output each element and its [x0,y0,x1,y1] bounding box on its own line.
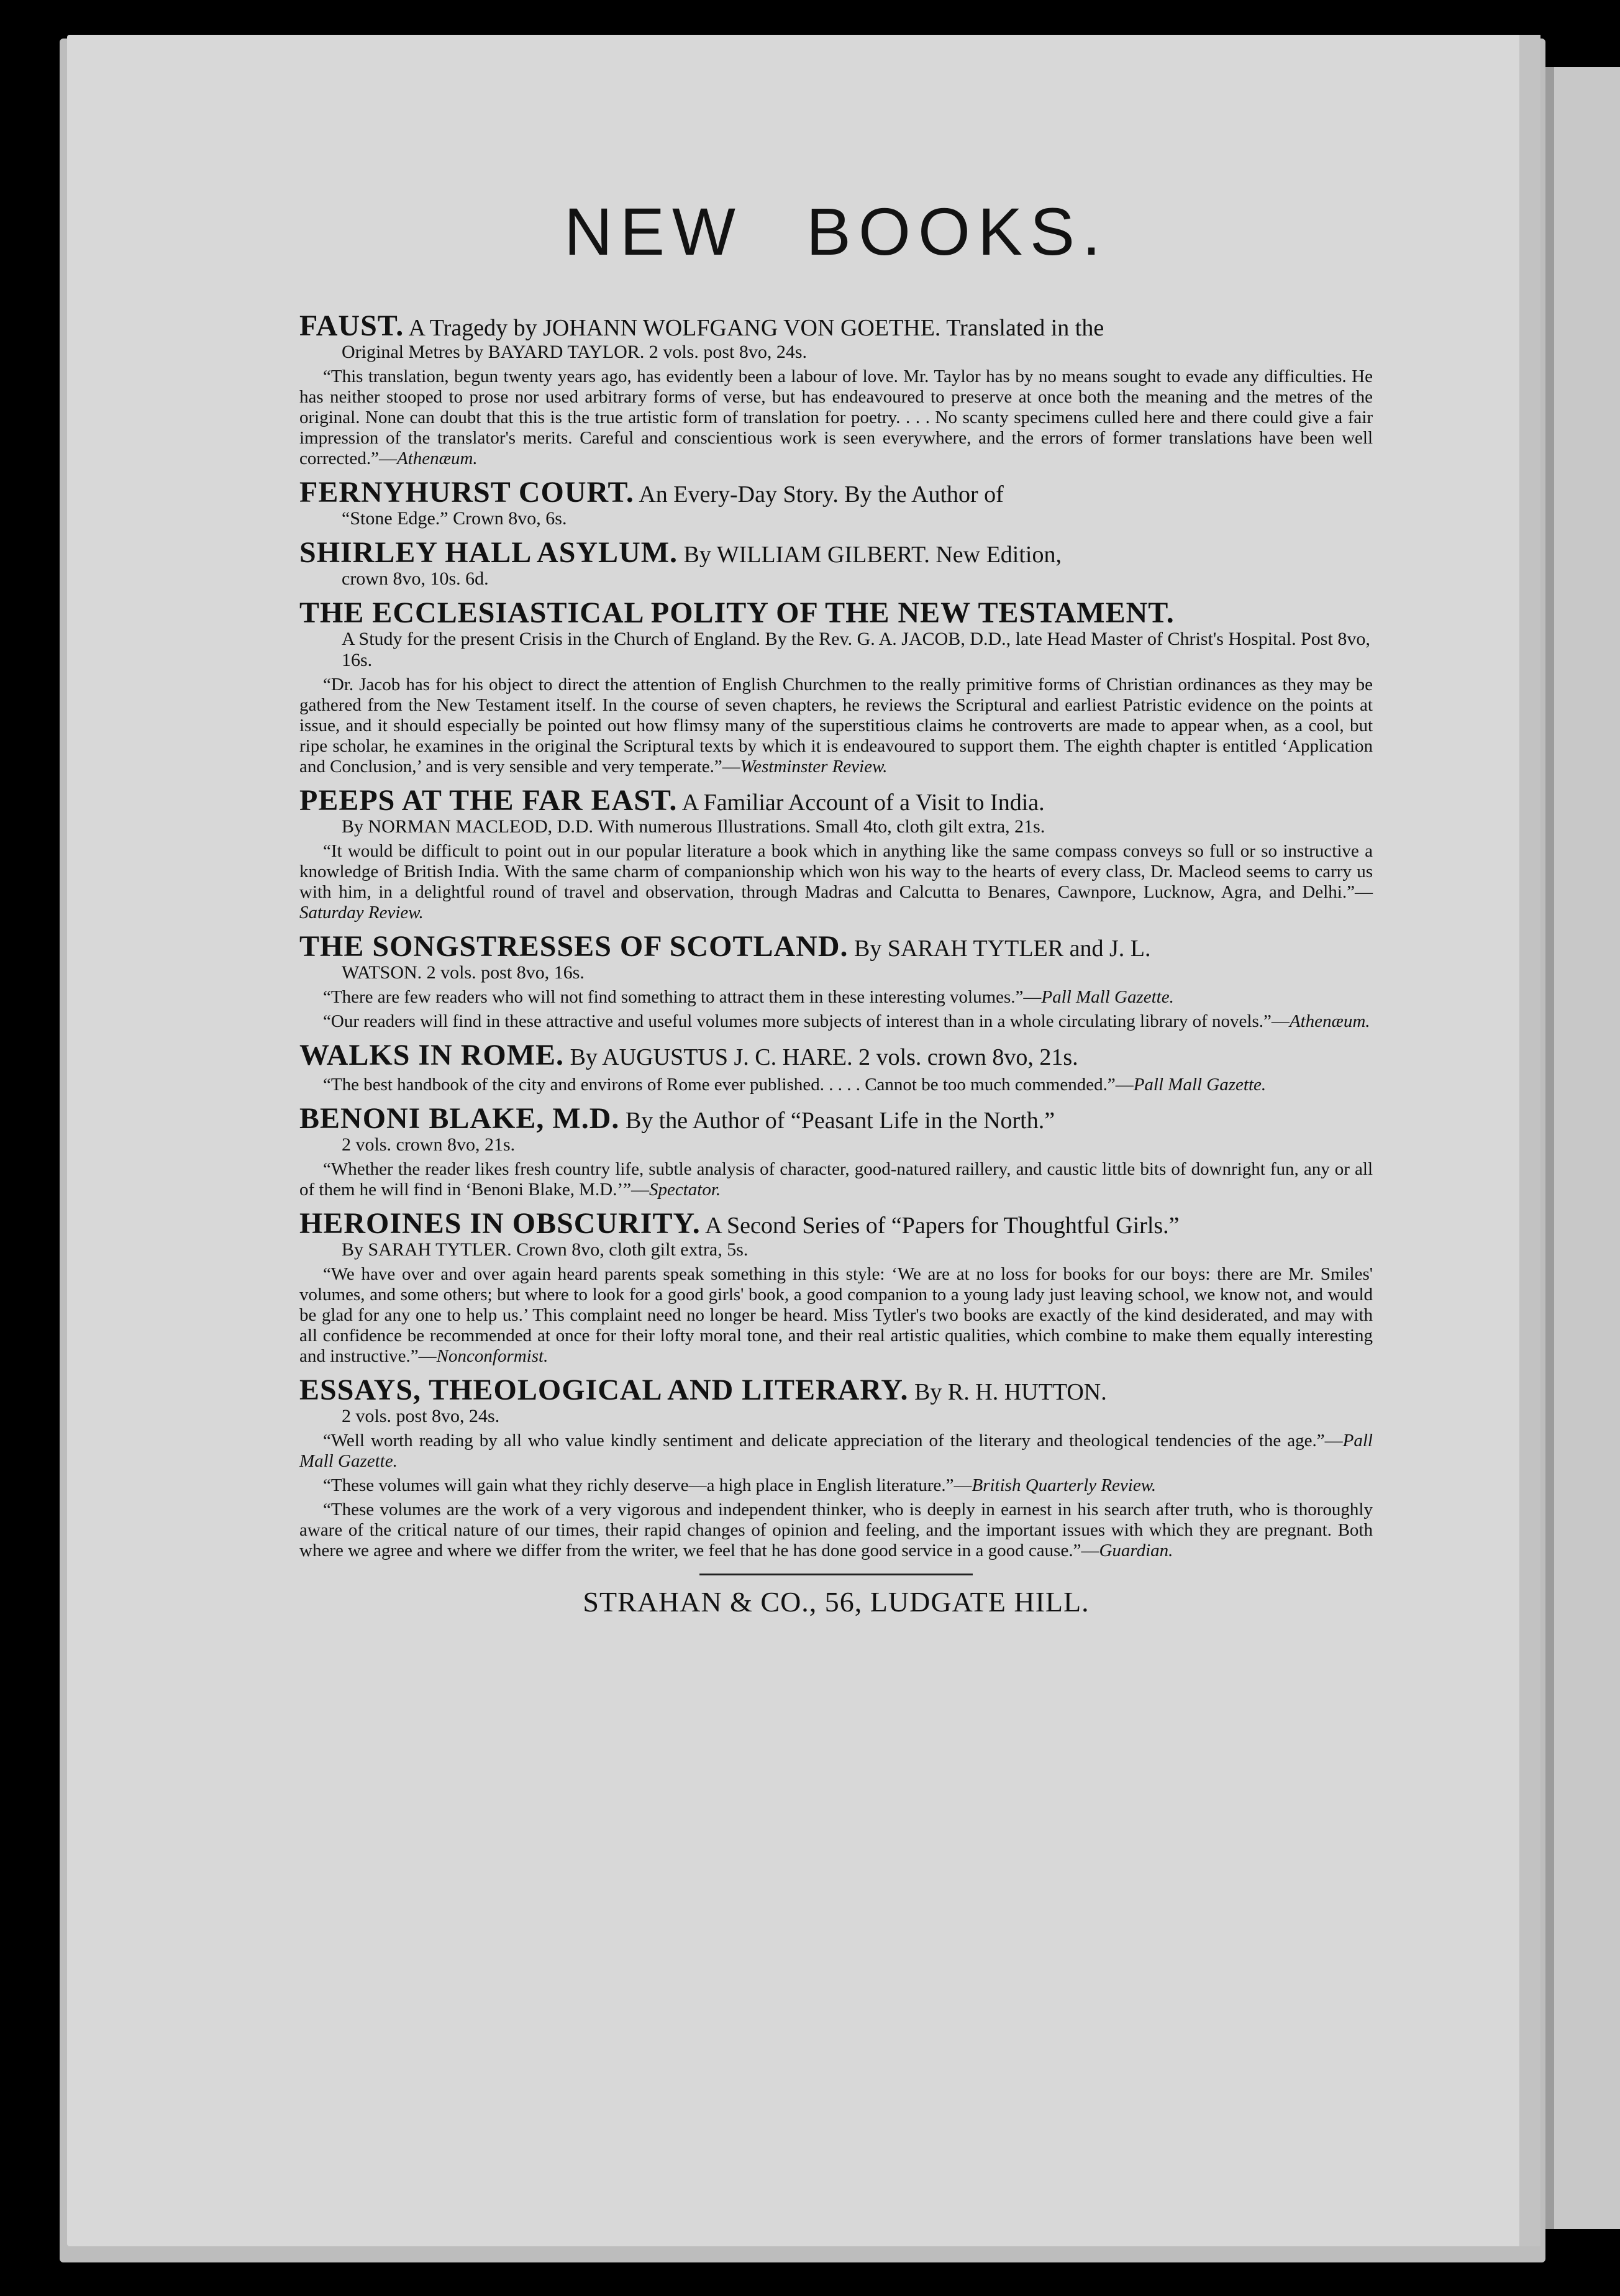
book-title: BENONI BLAKE, M.D. [299,1101,620,1135]
book-entry [299,1206,1373,1367]
book-description: A Familiar Account of a Visit to India. [681,789,1045,816]
review-quote [299,1264,1373,1367]
quote-text: “Well worth reading by all who value kindly sentiment and delicate appreciation of the literary and theological tendencies of the age.”— [323,1430,1343,1451]
quote-text: “We have over and over again heard parents speak something in this style: ‘We are at no loss for books for our boys: there are Mr. Smiles' volumes, and some others; but where to look for a good girls' book, a good companion to a young lady just leaving school, we know not, and would be glad for any one to help us.’ This complaint need no longer be heard. Miss Tytler's two books are exactly of the kind desiderated, and may with all confidence be recommended at once for their lofty moral tone, and their real artistic qualities, which combine to make them equally interesting and instructive.”— [299,1264,1373,1366]
quote-text: “Dr. Jacob has for his object to direct the attention of English Churchmen to the really primitive forms of Christian ordinances as they may be gathered from the New Testament itself. In the course of seven chapters, he reviews the Scriptural and earliest Patristic evidence on the points at issue, and it should especially be pointed out how flimsy many of the superstitious claims he controverts are made to appear when, as a cool, but ripe scholar, he examines in the original the Scriptural texts by which it is endeavoured to support them. The eighth chapter is entitled ‘Application and Conclusion,’ and is very sensible and very temperate.”— [299,674,1373,777]
quote-text: “These volumes will gain what they richly deserve—a high place in English literature.”— [323,1475,972,1495]
quote-source: Athenæum. [396,448,478,468]
book-entry [299,783,1373,923]
book-heading [299,1373,1373,1406]
page-edge [1519,35,1540,2246]
quote-text: “It would be difficult to point out in our popular literature a book which in anything like the same compass conveys so full or so instructive a knowledge of British India. With the same charm of companionship which won his way to the hearts of every class, Dr. Macleod seems to carry us with him, in a delightful round of travel and observation, through Madras and Calcutta to Benares, Cawnpore, Lucknow, Agra, and Delhi.”— [299,840,1373,902]
book-details: Original Metres by BAYARD TAYLOR. 2 vols. post 8vo, 24s. [342,341,808,362]
book-entry [299,929,1373,1032]
book-list [299,309,1373,1561]
book-title: SHIRLEY HALL ASYLUM. [299,535,678,569]
quote-source: Spectator. [648,1179,721,1200]
book-description: By the Author of “Peasant Life in the North.” [625,1107,1055,1134]
book-title: THE SONGSTRESSES OF SCOTLAND. [299,929,849,963]
quote-text: “These volumes are the work of a very vigorous and independent thinker, who is deeply in earnest in his search after truth, who is thoroughly aware of the critical nature of our times, their rapid changes of opinion and feeling, and the important issues with which they are pregnant. Both where we agree and where we differ from the writer, we feel that he has done good service in a good cause.”— [299,1499,1373,1560]
book-title: THE ECCLESIASTICAL POLITY OF THE NEW TESTAMENT. [299,596,1175,629]
book-description: An Every-Day Story. By the Author of [639,481,1004,508]
publisher-imprint: STRAHAN & CO., 56, LUDGATE HILL. [583,1585,1090,1618]
quote-text: “Whether the reader likes fresh country life, subtle analysis of character, good-natured raillery, and caustic little bits of downright fun, any or all of them he will find in ‘Benoni Blake, M.D.’”— [299,1159,1373,1200]
book-description: By SARAH TYTLER and J. L. [853,935,1151,962]
book-details: 2 vols. crown 8vo, 21s. [342,1134,516,1155]
book-description: By R. H. HUTTON. [914,1378,1107,1405]
book-heading [299,1101,1373,1135]
book-heading [299,1206,1373,1240]
book-heading [299,475,1373,509]
book-title: HEROINES IN OBSCURITY. [299,1206,701,1240]
book-details: WATSON. 2 vols. post 8vo, 16s. [342,962,585,983]
review-quote [299,1475,1373,1496]
quote-text: “There are few readers who will not find something to attract them in these interesting volumes.”— [323,986,1042,1007]
book-entry [299,1038,1373,1095]
quote-source: Pall Mall Gazette. [299,1430,1373,1471]
book-title: WALKS IN ROME. [299,1038,565,1072]
book-description: A Tragedy by JOHANN WOLFGANG VON GOETHE. Translated in the [408,314,1104,341]
advertisement [299,195,1373,1618]
book-details: “Stone Edge.” Crown 8vo, 6s. [342,508,567,529]
book-description: By AUGUSTUS J. C. HARE. 2 vols. crown 8vo, 21s. [570,1044,1078,1070]
book-heading [299,929,1373,963]
review-quote [299,841,1373,923]
quote-source: British Quarterly Review. [972,1475,1157,1495]
book-heading [299,535,1373,569]
book-entry [299,1373,1373,1561]
adjacent-page [1543,67,1620,2229]
review-quote [299,1075,1373,1095]
quote-source: Westminster Review. [740,756,888,777]
review-quote [299,1500,1373,1561]
book-title: PEEPS AT THE FAR EAST. [299,783,678,817]
book-details: crown 8vo, 10s. 6d. [342,568,489,589]
book-details: By SARAH TYTLER. Crown 8vo, cloth gilt extra, 5s. [342,1239,749,1260]
book-details: A Study for the present Crisis in the Church of England. By the Rev. G. A. JACOB, D.D., late Head Master of Christ's Hospital. Post 8vo, 16s. [342,628,1370,670]
book-title: ESSAYS, THEOLOGICAL AND LITERARY. [299,1373,909,1406]
book-entry [299,309,1373,469]
review-quote [299,1431,1373,1472]
quote-source: Pall Mall Gazette. [1041,986,1174,1007]
review-quote [299,987,1373,1008]
book-heading [299,596,1373,629]
book-entry [299,475,1373,529]
book-entry [299,1101,1373,1200]
book-title: FERNYHURST COURT. [299,475,634,509]
review-quote [299,1159,1373,1200]
book-description: By WILLIAM GILBERT. New Edition, [683,541,1062,568]
page-title: NEW BOOKS. [563,194,1109,269]
quote-source: Pall Mall Gazette. [1133,1074,1267,1095]
quote-text: “Our readers will find in these attractive and useful volumes more subjects of interest than in a whole circulating library of novels.”— [323,1011,1290,1031]
review-quote [299,675,1373,777]
review-quote [299,1011,1373,1032]
book-heading [299,783,1373,817]
quote-source: Nonconformist. [436,1346,548,1366]
book-heading [299,1038,1373,1072]
divider [699,1574,973,1575]
quote-source: Guardian. [1099,1540,1173,1560]
quote-source: Athenæum. [1289,1011,1370,1031]
book-entry [299,596,1373,777]
quote-text: “The best handbook of the city and environs of Rome ever published. . . . . Cannot be too much commended.”— [323,1074,1134,1095]
book-heading [299,309,1373,342]
book-entry [299,535,1373,590]
book-details: 2 vols. post 8vo, 24s. [342,1405,500,1426]
book-details: By NORMAN MACLEOD, D.D. With numerous Illustrations. Small 4to, cloth gilt extra, 21s. [342,816,1045,837]
quote-text: “This translation, begun twenty years ago, has evidently been a labour of love. Mr. Taylor has by no means sought to evade any difficulties. He has neither stooped to prose nor used arbitrary forms of verse, but has endeavoured to preserve at once both the meaning and the metres of the original. None can doubt that this is the true artistic form of translation for poetry. . . . No scanty specimens culled here and there could give a fair impression of the translator's merits. Careful and conscientious work is seen everywhere, and the errors of former translations have been well corrected.”— [299,366,1373,468]
quote-source: Saturday Review. [299,902,424,922]
review-quote [299,367,1373,469]
book-description: A Second Series of “Papers for Thoughtful Girls.” [705,1212,1180,1239]
book-title: FAUST. [299,309,404,342]
